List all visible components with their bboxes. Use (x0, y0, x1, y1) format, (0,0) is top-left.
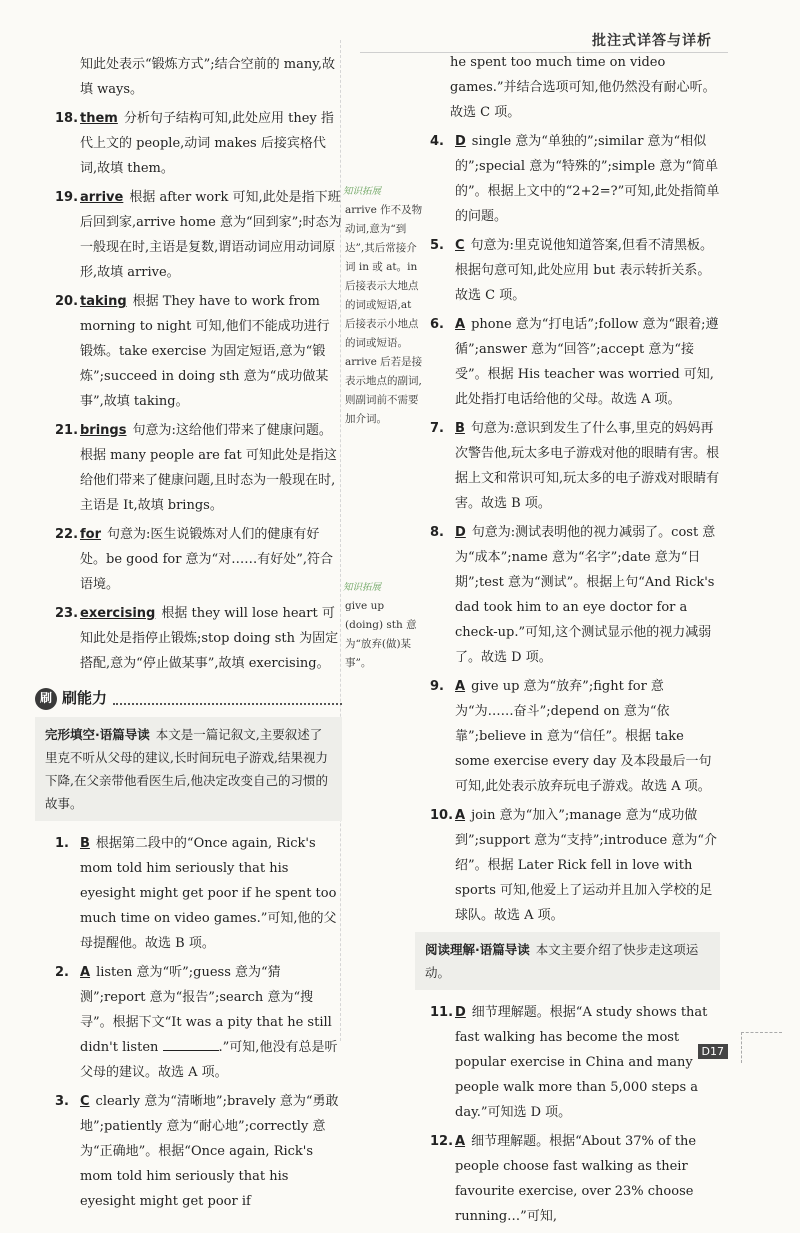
explanation: give up 意为“放弃”;fight for 意为“为……奋斗”;depend on 意为“依靠”;believe in 意为“信任”。根据 take some exercise every day 及本段最后一句可知,此处表示放弃玩电子游戏。故选 A 项。 (455, 679, 712, 794)
explanation: 句意为:测试表明他的视力减弱了。cost 意为“成本”;name 意为“名字”;date 意为“日期”;test 意为“测试”。根据上句“And Rick's dad took him to an eye doctor for a check-up.”可知,这个测试显示他的视力减弱了。故选 D 项。 (455, 525, 716, 665)
sidebar-note-arrive (345, 182, 423, 429)
note-tag: 知识拓展 (343, 582, 382, 593)
answer-item-10: 10. A join 意为“加入”;manage 意为“成功做到”;support 意为“支持”;introduce 意为“介绍”。根据 Later Rick fell in love with sports 可知,他爱上了运动并且加入学校的足球队。故选 A 项。 (430, 808, 718, 923)
answer-key: for (80, 527, 101, 542)
explanation: 句意为:医生说锻炼对人们的健康有好处。be good for 意为“对……有好处”,符合语境。 (80, 527, 333, 592)
answer-item-22: 22. for 句意为:医生说锻炼对人们的健康有好处。be good for 意为“对……有好处”,符合语境。 (55, 527, 333, 592)
explanation: 句意为:这给他们带来了健康问题。根据 many people are fat 可知此处是指这给他们带来了健康问题,且时态为一般现在时,主语是 It,故填 brings。 (80, 423, 337, 513)
answer-key: C (80, 1094, 90, 1109)
explanation: 根据 They have to work from morning to night 可知,他们不能成功进行锻炼。take exercise 为固定短语,意为“锻炼”;succeed in doing sth 意为“成功做某事”,故填 taking。 (80, 294, 330, 409)
answer-item-18: 18. them 分析句子结构可知,此处应用 they 指代上文的 people,动词 makes 后接宾格代词,故填 them。 (55, 111, 334, 176)
answer-item-21: 21. brings 句意为:这给他们带来了健康问题。根据 many people are fat 可知此处是指这给他们带来了健康问题,且时态为一般现在时,主语是 It,故填 brings。 (55, 423, 337, 513)
guide-text: 本文主要介绍了快步走这项运动。 (425, 942, 699, 980)
answer-item-6: 6. A phone 意为“打电话”;follow 意为“跟着;遵循”;answer 意为“回答”;accept 意为“接受”。根据 His teacher was worried 可知,此处指打电话给他的父母。故选 A 项。 (430, 317, 719, 407)
answer-item-3: 3. C clearly 意为“清晰地”;bravely 意为“勇敢地”;patiently 意为“耐心地”;correctly 意为“正确地”。根据“Once again, Rick's mom told him seriously that his eyesight might get poor if (55, 1094, 339, 1209)
guide-heading: 完形填空·语篇导读 (45, 727, 150, 742)
page-number: D17 (698, 1044, 728, 1059)
answer-item-9: 9. A give up 意为“放弃”;fight for 意为“为……奋斗”;depend on 意为“依靠”;believe in 意为“信任”。根据 take some exercise every day 及本段最后一句可知,此处表示放弃玩电子游戏。故选 A 项。 (430, 679, 712, 794)
explanation: 细节理解题。根据“About 37% of the people choose fast walking as their favourite exercise, over 23% choose running…”可知, (455, 1134, 697, 1224)
explanation: clearly 意为“清晰地”;bravely 意为“勇敢地”;patiently 意为“耐心地”;correctly 意为“正确地”。根据“Once again, Rick's mom told him seriously that his eyesight might get poor if (80, 1094, 339, 1209)
right-column (425, 50, 720, 1233)
note-tag: 知识拓展 (343, 186, 382, 197)
answer-item-20: 20. taking 根据 They have to work from morning to night 可知,他们不能成功进行锻炼。take exercise 为固定短语,意为“锻炼”;succeed in doing sth 意为“成功做某事”,故填 taking。 (55, 294, 330, 409)
answer-item-11: 11. D 细节理解题。根据“A study shows that fast walking has become the most popular exercise in China and many people walk more than 5,000 steps a day.”可知选 D 项。 (430, 1005, 708, 1120)
explanation: 根据 after work 可知,此处是指下班后回到家,arrive home 意为“回到家”;时态为一般现在时,主语是复数,谓语动词应用动词原形,故填 arrive。 (80, 190, 342, 280)
brush-icon: 刷 (35, 688, 57, 710)
corner-cut-mark (741, 1032, 782, 1063)
explanation: listen 意为“听”;guess 意为“猜测”;report 意为“报告”;search 意为“搜寻”。根据下文“It was a pity that he still didn't listen (80, 965, 332, 1055)
answer-item-2: 2. A listen 意为“听”;guess 意为“猜测”;report 意为“报告”;search 意为“搜寻”。根据下文“It was a pity that he still didn't listen .”可知,他没有总是听父母的建议。故选 A 项。 (55, 965, 338, 1080)
answer-item-7: 7. B 句意为:意识到发生了什么事,里克的妈妈再次警告他,玩太多电子游戏对他的眼睛有害。根据上文和常识可知,玩太多的电子游戏对眼睛有害。故选 B 项。 (430, 421, 720, 511)
answer-item-23: 23. exercising 根据 they will lose heart 可知此处是指停止锻炼;stop doing sth 为固定搭配,意为“停止做某事”,故填 exercising。 (55, 606, 339, 671)
sidebar-note-give-up (345, 578, 423, 673)
explanation: join 意为“加入”;manage 意为“成功做到”;support 意为“支持”;introduce 意为“介绍”。根据 Later Rick fell in love with sports 可知,他爱上了运动并且加入学校的足球队。故选 A 项。 (455, 808, 718, 923)
page-header-title: 批注式详答与详析 (592, 33, 712, 49)
answer-key: A (455, 808, 466, 823)
answer-key: C (455, 238, 465, 253)
answer-key: them (80, 111, 118, 126)
dotted-divider (113, 693, 342, 705)
guide-heading: 阅读理解·语篇导读 (425, 942, 530, 957)
cloze-guide-box (35, 717, 342, 821)
answer-key: A (455, 1134, 466, 1149)
explanation: phone 意为“打电话”;follow 意为“跟着;遵循”;answer 意为“回答”;accept 意为“接受”。根据 His teacher was worried 可知,此处指打电话给他的父母。故选 A 项。 (455, 317, 719, 407)
explanation: single 意为“单独的”;similar 意为“相似的”;special 意为“特殊的”;simple 意为“简单的”。根据上文中的“2+2=?”可知,此处指简单的问题。 (455, 134, 720, 224)
answer-key: A (80, 965, 91, 980)
explanation: 句意为:里克说他知道答案,但看不清黑板。根据句意可知,此处应用 but 表示转折关系。故选 C 项。 (455, 238, 714, 303)
explanation: 根据第二段中的“Once again, Rick's mom told him seriously that his eyesight might get poor if he spent too much time on video games.”可知,他的父母提醒他。故选 B 项。 (80, 836, 337, 951)
answer-key: taking (80, 294, 127, 309)
explanation-cont: .”可知,他没有总是听父母的建议。故选 A 项。 (80, 1040, 338, 1080)
explanation: 细节理解题。根据“A study shows that fast walking has become the most popular exercise in China and many people walk more than 5,000 steps a day.”可知选 D 项。 (455, 1005, 708, 1120)
answer-key: A (455, 317, 466, 332)
explanation: 根据 they will lose heart 可知此处是指停止锻炼;stop doing sth 为固定搭配,意为“停止做某事”,故填 exercising。 (80, 606, 339, 671)
explanation: 句意为:意识到发生了什么事,里克的妈妈再次警告他,玩太多电子游戏对他的眼睛有害。根据上文和常识可知,玩太多的电子游戏对眼睛有害。故选 B 项。 (455, 421, 720, 511)
left-intro-text: 知此处表示“锻炼方式”;结合空前的 many,故填 ways。 (80, 57, 336, 97)
answer-key: exercising (80, 606, 156, 621)
right-intro-text: he spent too much time on video games.”并结合选项可知,他仍然没有耐心听。故选 C 项。 (450, 55, 716, 120)
answer-item-12: 12. A 细节理解题。根据“About 37% of the people choose fast walking as their favourite exercise, over 23% choose running…”可知, (430, 1134, 697, 1224)
section-title: 刷能力 (62, 689, 108, 707)
answer-item-5: 5. C 句意为:里克说他知道答案,但看不清黑板。根据句意可知,此处应用 but 表示转折关系。故选 C 项。 (430, 238, 714, 303)
answer-key: D (455, 1005, 466, 1020)
answer-key: D (455, 134, 466, 149)
note-text: arrive 作不及物动词,意为“到达”,其后常接介词 in 或 at。in 后接表示大地点的词或短语,at 后接表示小地点的词或短语。arrive 后若是接表示地点的副词,则副词前不需要加介词。 (345, 204, 423, 425)
blank-line (163, 1050, 219, 1051)
answer-item-8: 8. D 句意为:测试表明他的视力减弱了。cost 意为“成本”;name 意为“名字”;date 意为“日期”;test 意为“测试”。根据上句“And Rick's dad took him to an eye doctor for a check-up.”可知,这个测试显示他的视力减弱了。故选 D 项。 (430, 525, 716, 665)
answer-key: A (455, 679, 466, 694)
answer-item-1: 1. B 根据第二段中的“Once again, Rick's mom told him seriously that his eyesight might get poor if he spent too much time on video games.”可知,他的父母提醒他。故选 B 项。 (55, 836, 337, 951)
left-column (39, 52, 342, 1218)
answer-key: D (455, 525, 466, 540)
section-heading (35, 686, 342, 711)
note-text: give up (doing) sth 意为“放弃(做)某事”。 (345, 600, 417, 669)
answer-item-19: 19. arrive 根据 after work 可知,此处是指下班后回到家,arrive home 意为“回到家”;时态为一般现在时,主语是复数,谓语动词应用动词原形,故填 arrive。 (55, 190, 342, 280)
answer-key: B (80, 836, 90, 851)
reading-guide-box (415, 932, 720, 990)
guide-text: 本文是一篇记叙文,主要叙述了里克不听从父母的建议,长时间玩电子游戏,结果视力下降,在父亲带他看医生后,他决定改变自己的习惯的故事。 (45, 727, 328, 811)
answer-item-4: 4. D single 意为“单独的”;similar 意为“相似的”;special 意为“特殊的”;simple 意为“简单的”。根据上文中的“2+2=?”可知,此处指简单的问题。 (430, 134, 720, 224)
answer-key: arrive (80, 190, 124, 205)
explanation: 分析句子结构可知,此处应用 they 指代上文的 people,动词 makes 后接宾格代词,故填 them。 (80, 111, 334, 176)
answer-key: B (455, 421, 465, 436)
answer-key: brings (80, 423, 127, 438)
